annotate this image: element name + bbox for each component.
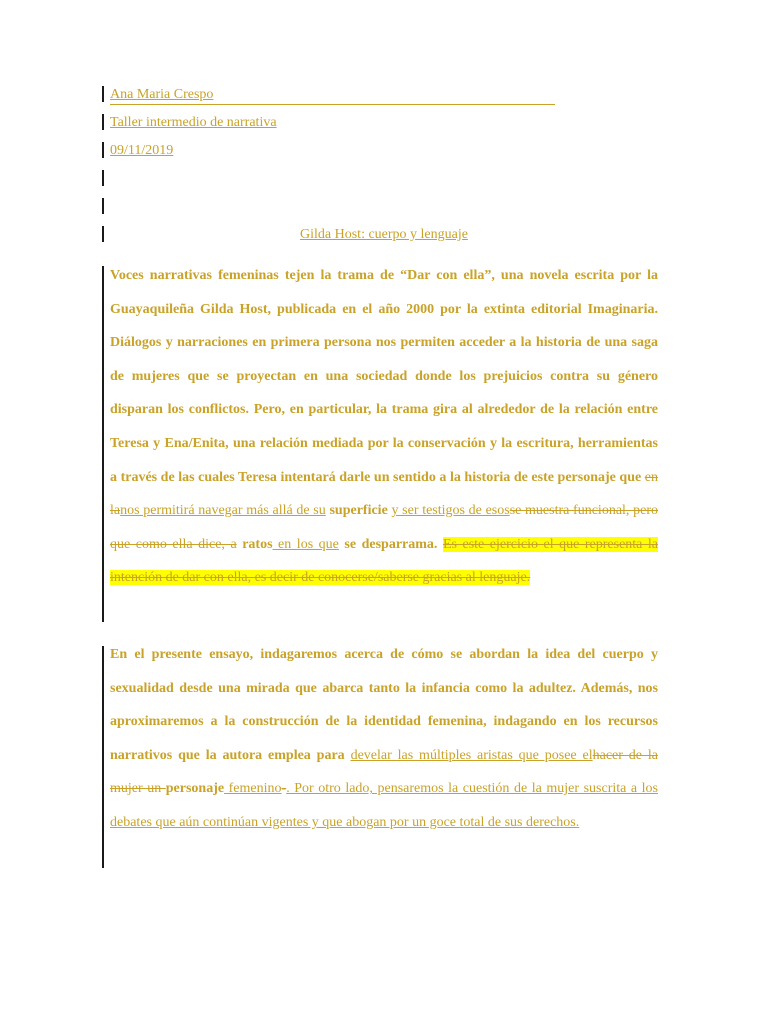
document-date: 09/11/2019 [110,143,174,158]
revision-bar [102,646,104,868]
bold-text: ratos [236,536,273,552]
revision-bar [102,170,104,186]
inserted-text: femenino [224,781,282,797]
deleted-text: se muestra funcional, pero que como ella dice, a [110,503,658,552]
author-line [110,86,555,105]
bold-text: Voces narrativas femeninas tejen la trama de “Dar con ella”, una novela escrita por la Guayaquileña Gilda Host, publicada en el año 2000 por la extinta editorial Imaginaria. Diálogos y narraciones en primera persona nos permiten acceder a la historia de una saga de mujeres que se proyectan en una sociedad donde los prejuicios contra su género disparan los conflictos. Pero, en particular, la trama gira al alrededor de la relación entre Teresa y Ena/Enita, una relación mediada por la conservación y la escritura, herramientas a través de las cuales Teresa intentará darle un sentido a la historia de este personaje que [110,268,658,485]
revision-bar [102,114,104,130]
paragraph-intro [110,259,658,595]
deleted-text: en la [110,469,658,519]
essay-title: Gilda Host: cuerpo y lenguaje [300,227,468,242]
course-name: Taller intermedio de narrativa [110,115,277,130]
revision-bar [102,198,104,214]
bold-text: personaje [165,781,225,797]
deleted-text: hacer de la mujer un [110,747,658,797]
paragraph-thesis [110,638,658,840]
revision-bar [102,142,104,158]
inserted-text: nos permitirá navegar más allá de su [120,503,326,519]
revision-bar [102,266,104,622]
inserted-text: y ser testigos de esos [391,503,510,519]
highlighted-deleted-text: Es este ejercicio el que representa la intención de dar con ella, es decir de conocerse/saberse gracias al lenguaje. [110,536,659,586]
inserted-text: en los que [272,536,339,552]
inserted-text: . Por otro lado, pensaremos la cuestión de la mujer suscrita a los debates que aún continúan vigentes y que abogan por un goce total de sus derechos. [110,781,659,830]
bold-text: superficie [325,503,392,519]
bold-text: se desparrama. [338,536,443,552]
inserted-text: develar las múltiples aristas que posee el [350,747,593,763]
revision-bar [102,86,104,102]
revision-bar [102,226,104,242]
author-name: Ana Maria Crespo [110,87,214,102]
deleted-text: - [281,781,287,797]
bold-text: En el presente ensayo, indagaremos acerca de cómo se abordan la idea del cuerpo y sexualidad desde una mirada que abarca tanto la infancia como la adultez. Además, nos aproximaremos a la construcción de la identidad femenina, indagando en los recursos narrativos que la autora emplea para [110,647,658,763]
